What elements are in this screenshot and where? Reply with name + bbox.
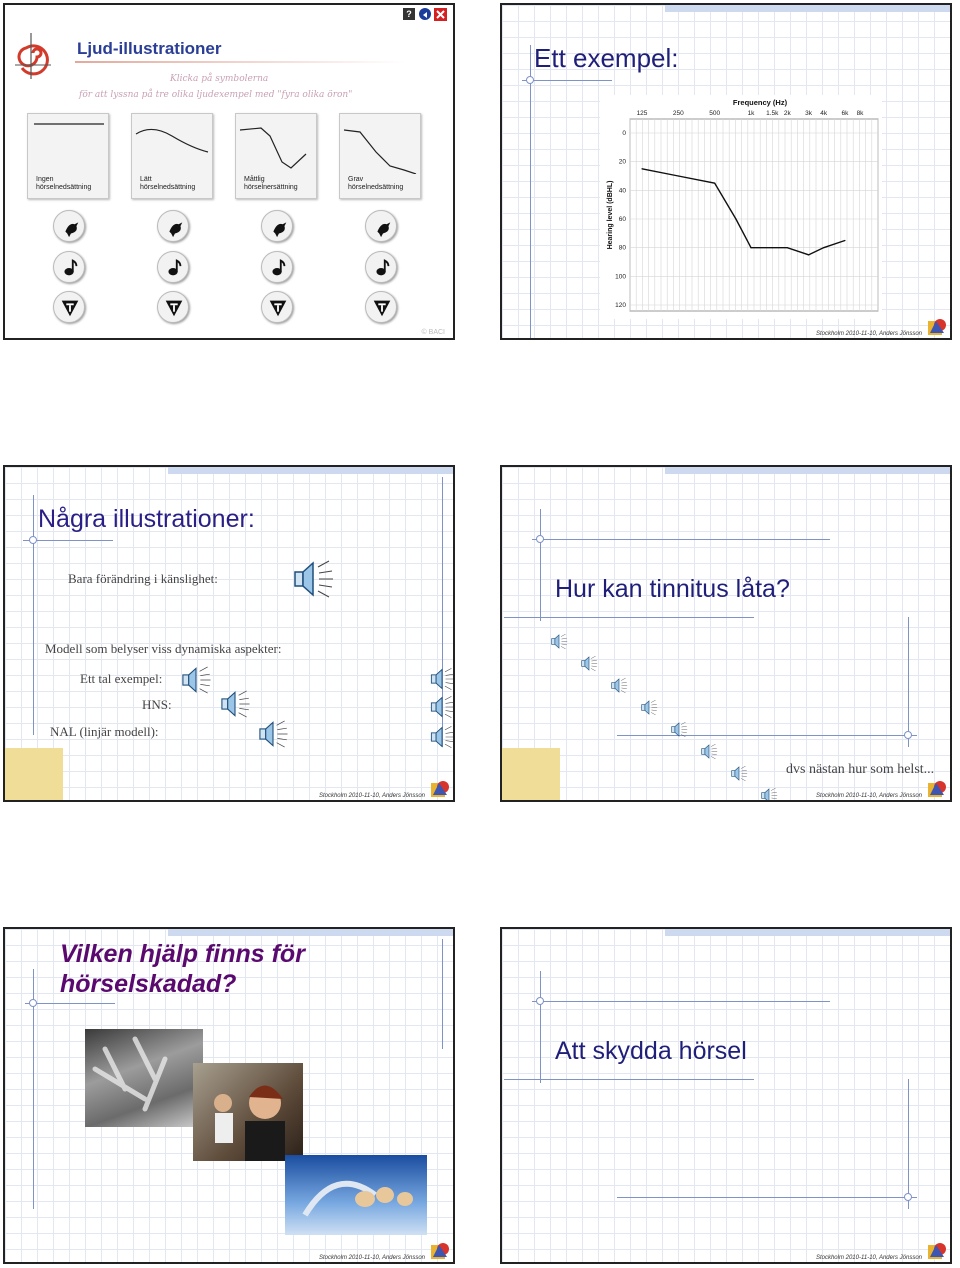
slide-ett-exempel — [500, 3, 952, 340]
footer-text: Stockholm 2010-11-10, Anders Jönsson — [815, 793, 922, 799]
top-bar — [665, 467, 950, 474]
guide-line — [442, 939, 443, 1049]
guide-circle — [536, 535, 544, 543]
music-note-icon[interactable] — [261, 251, 293, 283]
top-bar — [168, 467, 453, 474]
text-modell: Modell som belyser viss dynamiska aspekter: — [45, 641, 282, 656]
speech-icon[interactable] — [157, 291, 189, 323]
slide-nagra-illustrationer — [3, 465, 455, 802]
top-bar — [665, 929, 950, 936]
guide-line — [504, 617, 754, 618]
data-point — [787, 247, 788, 248]
close-icon[interactable] — [434, 8, 447, 21]
text-bara: Bara förändring i känslighet: — [68, 571, 218, 586]
guide-circle — [904, 731, 912, 739]
guide-circle — [29, 999, 37, 1007]
school-logo-icon — [429, 1241, 451, 1261]
y-tick-label: 80 — [618, 244, 626, 252]
title-underline — [75, 61, 405, 63]
data-point — [808, 254, 809, 255]
y-tick-label: 120 — [615, 302, 626, 309]
card-label: Lätt hörselnedsättning — [140, 176, 196, 191]
x-tick-label: 6k — [841, 110, 849, 117]
slide-title: Att skydda hörsel — [555, 1037, 747, 1065]
slide-tinnitus — [500, 465, 952, 802]
bird-icon[interactable] — [365, 210, 397, 242]
guide-line — [532, 1001, 830, 1002]
guide-circle — [526, 76, 534, 84]
speech-icon[interactable] — [53, 291, 85, 323]
speaker-icon[interactable] — [580, 655, 598, 677]
speaker-icon[interactable] — [180, 665, 212, 700]
audiogram-chart — [600, 95, 882, 319]
guide-line — [908, 617, 909, 747]
card-grav[interactable] — [339, 113, 421, 199]
speaker-icon[interactable] — [700, 743, 718, 765]
guide-line — [530, 45, 531, 340]
speech-icon[interactable] — [261, 291, 293, 323]
data-point — [735, 218, 736, 219]
speaker-icon[interactable] — [610, 677, 628, 699]
handwritten-instruction-2: för att lyssna på tre olika ljudexempel med "fyra olika öron" — [79, 90, 353, 100]
bird-icon[interactable] — [157, 210, 189, 242]
guide-line — [617, 735, 917, 736]
footer-text: Stockholm 2010-11-10, Anders Jönsson — [318, 1255, 425, 1261]
slide-title-line-2: hörselskadad? — [60, 970, 237, 998]
slide-att-skydda — [500, 927, 952, 1264]
music-note-icon[interactable] — [157, 251, 189, 283]
speech-icon[interactable] — [365, 291, 397, 323]
speaker-icon[interactable] — [640, 699, 658, 721]
x-tick-label: 1k — [747, 110, 755, 117]
caption-text: dvs nästan hur som helst... — [786, 762, 935, 777]
x-tick-label: 500 — [709, 110, 721, 117]
footer-text: Stockholm 2010-11-10, Anders Jönsson — [318, 793, 425, 799]
speaker-icon[interactable] — [670, 721, 688, 743]
data-point — [844, 240, 845, 241]
y-tick-label: 40 — [618, 187, 626, 195]
speaker-icon[interactable] — [429, 695, 455, 724]
guide-line — [532, 539, 830, 540]
bird-icon[interactable] — [261, 210, 293, 242]
school-logo-icon — [926, 317, 948, 337]
card-ingen[interactable] — [27, 113, 109, 199]
guide-line — [522, 80, 612, 81]
card-mattlig[interactable] — [235, 113, 317, 199]
x-tick-label: 250 — [672, 110, 684, 117]
text-tal: Ett tal exempel: — [80, 671, 163, 686]
guide-line — [25, 1003, 115, 1004]
guide-line — [908, 1079, 909, 1209]
school-logo-icon — [429, 779, 451, 799]
slide-title: Hur kan tinnitus låta? — [555, 575, 790, 603]
y-tick-label: 20 — [618, 158, 626, 166]
guide-circle — [904, 1193, 912, 1201]
data-point — [750, 247, 751, 248]
card-label: Ingen hörselnedsättning — [36, 176, 92, 191]
top-bar — [168, 929, 453, 936]
slide-title-line-1: Vilken hjälp finns för — [60, 940, 305, 968]
data-point — [823, 247, 824, 248]
top-bar — [665, 5, 950, 12]
x-tick-label: 125 — [636, 110, 648, 117]
hearing-aid-photo — [285, 1155, 427, 1235]
slide-title: Några illustrationer: — [38, 505, 255, 533]
music-note-icon[interactable] — [365, 251, 397, 283]
bird-icon[interactable] — [53, 210, 85, 242]
x-tick-label: 3k — [805, 110, 813, 117]
text-hns: HNS: — [142, 697, 172, 712]
x-tick-label: 4k — [820, 110, 828, 117]
y-tick-label: 0 — [622, 130, 626, 137]
guide-line — [33, 495, 34, 735]
speaker-icon[interactable] — [219, 689, 251, 724]
y-axis-label: Hearing level (dBHL) — [607, 180, 614, 250]
speaker-icon[interactable] — [429, 667, 455, 696]
y-tick-label: 60 — [618, 216, 626, 223]
text-nal: NAL (linjär modell): — [50, 724, 159, 739]
footer-text: Stockholm 2010-11-10, Anders Jönsson — [815, 1255, 922, 1261]
slide-title: Ett exempel: — [534, 43, 679, 73]
guide-circle — [536, 997, 544, 1005]
data-point — [772, 247, 773, 248]
x-tick-label: 2k — [783, 110, 791, 117]
data-point — [714, 183, 715, 184]
slide-ljud-illustrationer — [3, 3, 455, 340]
card-label: Måttlig hörselnersättning — [244, 176, 298, 191]
data-point — [678, 175, 679, 176]
slide-vilken-hjalp — [3, 927, 455, 1264]
corner-box — [502, 748, 560, 800]
audiologist-photo — [193, 1063, 303, 1161]
handwritten-instruction: Klicka på symbolerna — [170, 74, 269, 84]
chart-title: Frequency (Hz) — [732, 98, 788, 107]
back-icon[interactable] — [419, 8, 431, 20]
slide-title: Ljud-illustrationer — [77, 39, 222, 58]
speaker-icon[interactable] — [760, 787, 778, 802]
guide-line — [540, 509, 541, 621]
data-point — [641, 168, 642, 169]
speaker-icon[interactable] — [730, 765, 748, 787]
speaker-icon[interactable] — [429, 725, 455, 754]
guide-line — [617, 1197, 917, 1198]
school-logo-icon — [926, 1241, 948, 1261]
x-tick-label: 8k — [856, 110, 864, 117]
school-logo-icon — [926, 779, 948, 799]
cochlea-hair-cells-photo — [85, 1029, 203, 1127]
y-tick-label: 100 — [615, 273, 626, 281]
x-tick-label: 1.5k — [766, 110, 779, 117]
guide-line — [540, 971, 541, 1083]
guide-line — [504, 1079, 754, 1080]
music-note-icon[interactable] — [53, 251, 85, 283]
help-icon[interactable]: ? — [403, 8, 415, 20]
copyright-text: © BACI — [421, 329, 445, 336]
card-label: Grav hörselnedsättning — [348, 176, 404, 191]
card-latt[interactable] — [131, 113, 213, 199]
corner-box — [5, 748, 63, 800]
speaker-icon[interactable] — [257, 719, 289, 754]
footer-text: Stockholm 2010-11-10, Anders Jönsson — [815, 331, 922, 337]
spiral-logo-icon — [13, 31, 53, 81]
speaker-icon[interactable] — [550, 633, 568, 655]
guide-circle — [29, 536, 37, 544]
speaker-icon[interactable] — [291, 559, 335, 604]
